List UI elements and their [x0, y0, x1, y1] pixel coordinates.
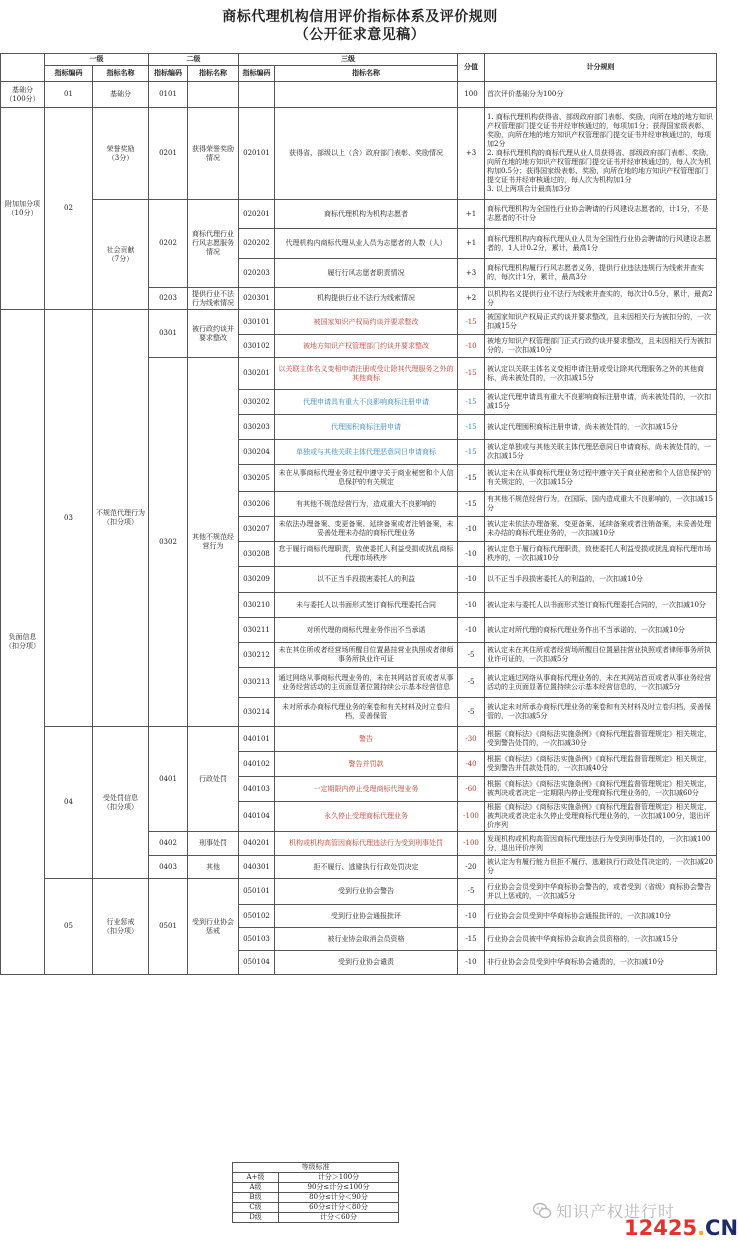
level3-code-cell: 030212 [239, 643, 275, 668]
wechat-logo-icon [532, 1201, 552, 1221]
rule-cell: 以不正当手段损害委托人的利益的，一次扣减10分 [485, 567, 717, 593]
rule-cell: 被国家知识产权局正式约谈并要求整改，且未因相关行为被扣分的，一次扣减15分 [485, 310, 717, 335]
level3-code-cell: 050103 [239, 928, 275, 951]
header-l1-code: 指标编码 [45, 66, 93, 82]
grade-range: 计分＞100分 [279, 1173, 399, 1183]
level3-name-cell: 有其他不规范经营行为，造成重大不良影响的 [275, 492, 458, 517]
level2-name-cell: 提供行业不法行为线索情况 [188, 288, 239, 310]
header-row-levels [1, 54, 717, 66]
level3-code-cell: 030214 [239, 698, 275, 727]
site-logo [624, 1216, 738, 1240]
level3-name-cell: 代理囤积商标注册申请 [275, 415, 458, 440]
rule-cell: 被认定为有履行能力但拒不履行、逃避执行行政处罚决定的，一次扣减20分 [485, 856, 717, 879]
level1-name-cell: 社会贡献 （7分） [93, 200, 149, 310]
site-logo-number: 12425 [624, 1216, 698, 1240]
table-row [1, 108, 717, 200]
level3-code-cell: 020203 [239, 259, 275, 288]
table-row [1, 310, 717, 335]
rule-cell: 根据《商标法》《商标法实施条例》《商标代理监督管理规定》相关规定，受到警告处罚的，一次扣减30分 [485, 727, 717, 752]
header-level1: 一级 [45, 54, 149, 66]
site-logo-dot: . [697, 1216, 706, 1240]
score-cell: -5 [458, 668, 485, 698]
level2-name-cell: 行政处罚 [188, 727, 239, 832]
level2-code-cell: 0402 [149, 832, 188, 856]
level3-name-cell: 单独或与其他关联主体代理恶意同日申请商标 [275, 440, 458, 465]
grade-label: A级 [233, 1183, 279, 1193]
score-cell: -5 [458, 698, 485, 727]
level1-code-cell: 04 [45, 727, 93, 879]
level3-name-cell: 警告 [275, 727, 458, 752]
level1-name-cell: 不规范代理行为 （扣分项） [93, 310, 149, 727]
level3-code-cell: 030101 [239, 310, 275, 335]
grade-range: 90分≤计分≤100分 [279, 1183, 399, 1193]
header-l2-code: 指标编码 [149, 66, 188, 82]
level2-code-cell: 0202 [149, 200, 188, 288]
level3-name-cell: 机构提供行业不法行为线索情况 [275, 288, 458, 310]
rule-cell: 被认定未在从事商标代理业务过程中遵守关于商业秘密和个人信息保护的有关规定的，一次扣减15分 [485, 465, 717, 492]
grade-table-title: 等级标准 [233, 1163, 399, 1173]
level1-code-cell: 03 [45, 310, 93, 727]
rule-cell: 根据《商标法》《商标法实施条例》《商标代理监督管理规定》相关规定，受到警告并罚款处罚的，一次扣减40分 [485, 752, 717, 777]
level2-name-cell: 其他不规范经营行为 [188, 358, 239, 727]
rule-cell: 被地方知识产权管理部门正式行政约谈并要求整改，且未因相关行为被扣分的，一次扣减10分 [485, 335, 717, 358]
header-level2: 二级 [149, 54, 239, 66]
level1-code-cell: 02 [45, 108, 93, 310]
level3-name-cell: 机构或机构高管因商标代理违法行为受到刑事处罚 [275, 832, 458, 856]
header-rule: 计分规则 [485, 54, 717, 82]
score-cell: -15 [458, 415, 485, 440]
level3-code-cell: 050101 [239, 879, 275, 905]
rule-cell: 以机构名义提供行业不法行为线索并查实的，每次计0.5分，累计，最高2分 [485, 288, 717, 310]
category-cell: 负面信息 （扣分项） [1, 310, 45, 975]
rule-cell: 被认定怠于履行商标代理职责，致使委托人利益受损或扰乱商标代理市场秩序的，一次扣减10分 [485, 542, 717, 567]
level2-name-cell: 获得荣誉奖励情况 [188, 108, 239, 200]
level3-name-cell: 受到行业协会谴责 [275, 951, 458, 975]
level1-name-cell: 行业惩戒 （扣分项） [93, 879, 149, 975]
level3-code-cell [239, 82, 275, 108]
rule-cell: 1. 商标代理机构获得省、部级政府部门表彰、奖励，向所在地的地方知识产权管理部门提交证书并经审核通过的，每项加1分；获得国家级表彰、奖励，向所在地的地方知识产权管理部门提交证书并经审核通过的，每项加2分 2. 商标代理机构的商标代理从业人员获得省、部级政府部门表彰、奖励，向所在地的地方知识产权管理部门提交证书并经审核通过的，每人次为机构加0.5分；获得国家级表彰、奖励，向所在地的地方知识产权管理部门提交证书并经审核通过的，每人次为机构加1分 3. 以上两项合计最高加3分 [485, 108, 717, 200]
grade-standard-table [232, 1162, 399, 1223]
header-l3-name: 指标名称 [275, 66, 458, 82]
level3-code-cell: 030207 [239, 517, 275, 542]
level3-code-cell: 040301 [239, 856, 275, 879]
score-cell: -10 [458, 542, 485, 567]
level3-code-cell: 030205 [239, 465, 275, 492]
score-cell: -100 [458, 802, 485, 832]
level2-name-cell: 被行政约谈并要求整改 [188, 310, 239, 358]
category-cell: 附加加分项 （10分） [1, 108, 45, 310]
table-row [1, 200, 717, 229]
level3-name-cell: 被国家知识产权局约谈并要求整改 [275, 310, 458, 335]
score-cell: -15 [458, 492, 485, 517]
level3-code-cell: 030211 [239, 618, 275, 643]
rule-cell: 被认定对所代理的商标代理业务作出不当承诺的，一次扣减10分 [485, 618, 717, 643]
level2-name-cell: 商标代理行业行风志愿服务情况 [188, 200, 239, 288]
score-cell: -15 [458, 928, 485, 951]
score-cell: -10 [458, 567, 485, 593]
level3-name-cell [275, 82, 458, 108]
level2-name-cell: 受到行业协会惩戒 [188, 879, 239, 975]
rule-cell: 根据《商标法》《商标法实施条例》《商标代理监督管理规定》相关规定，被判决或者决定永久停止受理商标代理业务的，一次扣减100分，退出评价序列 [485, 802, 717, 832]
score-cell: -5 [458, 643, 485, 668]
level3-name-cell: 获得省、部级以上（含）政府部门表彰、奖励情况 [275, 108, 458, 200]
rule-cell: 行业协会会员受到中华商标协会通报批评的，一次扣减10分 [485, 905, 717, 928]
level2-code-cell: 0203 [149, 288, 188, 310]
level1-name-cell: 基础分 [93, 82, 149, 108]
rule-cell: 商标代理机构为全国性行业协会聘请的行风建设志愿者的，计1分，不是志愿者的不计分 [485, 200, 717, 229]
score-cell: +3 [458, 259, 485, 288]
level3-name-cell: 永久停止受理商标代理业务 [275, 802, 458, 832]
level3-code-cell: 030102 [239, 335, 275, 358]
level3-name-cell: 通过网络从事商标代理业务的，未在其网站首页或者从事业务经营活动的主页面显著位置持续公示基本经营信息 [275, 668, 458, 698]
header-level3: 三级 [239, 54, 458, 66]
level3-code-cell: 040101 [239, 727, 275, 752]
level3-name-cell: 一定期限内停止受理商标代理业务 [275, 777, 458, 802]
rule-cell: 被认定未对所承办商标代理业务的案卷和有关材料及时立卷归档，妥善保管的，一次扣减5分 [485, 698, 717, 727]
score-cell: +1 [458, 229, 485, 259]
level2-code-cell: 0201 [149, 108, 188, 200]
level3-code-cell: 040102 [239, 752, 275, 777]
level2-code-cell: 0401 [149, 727, 188, 832]
score-cell: -10 [458, 593, 485, 618]
level3-code-cell: 030202 [239, 390, 275, 415]
category-cell: 基础分 （100分） [1, 82, 45, 108]
level1-code-cell: 01 [45, 82, 93, 108]
score-cell: -10 [458, 618, 485, 643]
score-cell: +3 [458, 108, 485, 200]
score-cell: -15 [458, 358, 485, 390]
level3-code-cell: 030206 [239, 492, 275, 517]
level3-code-cell: 030203 [239, 415, 275, 440]
grade-label: C级 [233, 1203, 279, 1213]
level2-code-cell: 0501 [149, 879, 188, 975]
level3-code-cell: 020201 [239, 200, 275, 229]
level2-name-cell: 刑事处罚 [188, 832, 239, 856]
score-cell: -60 [458, 777, 485, 802]
level3-name-cell: 被地方知识产权管理部门约谈并要求整改 [275, 335, 458, 358]
score-cell: -15 [458, 440, 485, 465]
level3-name-cell: 以不正当手段损害委托人的利益 [275, 567, 458, 593]
level3-name-cell: 代理机构内商标代理从业人员为志愿者的人数（人） [275, 229, 458, 259]
header-l3-code: 指标编码 [239, 66, 275, 82]
level3-name-cell: 拒不履行、逃避执行行政处罚决定 [275, 856, 458, 879]
rule-cell: 被认定单独或与其他关联主体代理恶意同日申请商标，尚未被处罚的，一次扣减15分 [485, 440, 717, 465]
level1-code-cell: 05 [45, 879, 93, 975]
rule-cell: 行业协会会员受到中华商标协会警告的，或者受到（省级）商标协会警告并以上惩戒的，一次扣减5分 [485, 879, 717, 905]
score-cell: +2 [458, 288, 485, 310]
score-cell: -5 [458, 879, 485, 905]
level3-code-cell: 030201 [239, 358, 275, 390]
header-blank [1, 54, 45, 82]
rule-cell: 被认定未依法办理备案、变更备案、延续备案或者注销备案，未妥善处理未办结的商标代理业务的，一次扣减10分 [485, 517, 717, 542]
level3-code-cell: 030208 [239, 542, 275, 567]
table-row [1, 82, 717, 108]
level3-code-cell: 030209 [239, 567, 275, 593]
rule-cell: 根据《商标法》《商标法实施条例》《商标代理监督管理规定》相关规定，被判决或者决定一定期限内停止受理商标代理业务的，一次扣减60分 [485, 777, 717, 802]
level3-name-cell: 以关联主体名义变相申请注册或受让除其代理服务之外的其他商标 [275, 358, 458, 390]
level3-code-cell: 040104 [239, 802, 275, 832]
rule-cell: 商标代理机构履行行风志愿者义务，提供行业违法违规行为线索并查实的，每次计1分，累计，最高3分 [485, 259, 717, 288]
indicator-table [0, 53, 717, 975]
header-l1-name: 指标名称 [93, 66, 149, 82]
score-cell: +1 [458, 200, 485, 229]
grade-range: 60分≤计分＜80分 [279, 1203, 399, 1213]
level3-code-cell: 020101 [239, 108, 275, 200]
header-score: 分值 [458, 54, 485, 82]
level2-name-cell: 其他 [188, 856, 239, 879]
level2-code-cell: 0403 [149, 856, 188, 879]
level3-name-cell: 未与委托人以书面形式签订商标代理委托合同 [275, 593, 458, 618]
level3-code-cell: 030210 [239, 593, 275, 618]
level3-name-cell: 受到行业协会警告 [275, 879, 458, 905]
watermark-text: 知识产权进行时 [556, 1202, 676, 1221]
watermark [526, 1198, 738, 1240]
level3-code-cell: 020301 [239, 288, 275, 310]
grade-range: 计分＜60分 [279, 1213, 399, 1223]
header-l2-name: 指标名称 [188, 66, 239, 82]
score-cell: 100 [458, 82, 485, 108]
table-body [1, 82, 717, 975]
level3-code-cell: 030213 [239, 668, 275, 698]
rule-cell: 商标代理机构内商标代理从业人员为全国性行业协会聘请的行风建设志愿者的，1人计0.2分，累计，最高1分 [485, 229, 717, 259]
grade-label: A+级 [233, 1173, 279, 1183]
rule-cell: 被认定未与委托人以书面形式签订商标代理委托合同的，一次扣减10分 [485, 593, 717, 618]
score-cell: -10 [458, 951, 485, 975]
rule-cell: 被认定通过网络从事商标代理业务的，未在其网站首页或者从事业务经营活动的主页面显著位置持续公示基本经营信息的，一次扣减5分 [485, 668, 717, 698]
score-cell: -30 [458, 727, 485, 752]
rule-cell: 首次评价基础分为100分 [485, 82, 717, 108]
rule-cell: 被认定代理囤积商标注册申请，尚未被处罚的，一次扣减15分 [485, 415, 717, 440]
level3-code-cell: 040201 [239, 832, 275, 856]
level3-code-cell: 050102 [239, 905, 275, 928]
level3-name-cell: 未对所承办商标代理业务的案卷和有关材料及时立卷归档，妥善保管 [275, 698, 458, 727]
rule-cell: 发现机构或机构高管因商标代理违法行为受到刑事处罚的，一次扣减100分，退出评价序列 [485, 832, 717, 856]
level3-name-cell: 怠于履行商标代理职责，致使委托人利益受损或扰乱商标代理市场秩序 [275, 542, 458, 567]
rule-cell: 有其他不规范经营行为，在国际、国内造成重大不良影响的，一次扣减15分 [485, 492, 717, 517]
level3-name-cell: 商标代理机构为机构志愿者 [275, 200, 458, 229]
score-cell: -20 [458, 856, 485, 879]
rule-cell: 行业协会会员被中华商标协会取消会员资格的，一次扣减15分 [485, 928, 717, 951]
score-cell: -100 [458, 832, 485, 856]
table-row [1, 727, 717, 752]
rule-cell: 被认定以关联主体名义变相申请注册或受让除其代理服务之外的其他商标，尚未被处罚的，一次扣减15分 [485, 358, 717, 390]
level3-code-cell: 040103 [239, 777, 275, 802]
score-cell: -10 [458, 517, 485, 542]
level3-name-cell: 受到行业协会通报批评 [275, 905, 458, 928]
level3-name-cell: 被行业协会取消会员资格 [275, 928, 458, 951]
level3-name-cell: 代理申请具有重大不良影响商标注册申请 [275, 390, 458, 415]
level3-code-cell: 030204 [239, 440, 275, 465]
level1-name-cell: 受处罚信息 （扣分项） [93, 727, 149, 879]
level3-name-cell: 警告并罚款 [275, 752, 458, 777]
table-row [1, 879, 717, 905]
score-cell: -15 [458, 310, 485, 335]
level3-code-cell: 020202 [239, 229, 275, 259]
score-cell: -15 [458, 390, 485, 415]
level3-name-cell: 未在其住所或者经营场所醒目位置悬挂营业执照或者律师事务所执业许可证 [275, 643, 458, 668]
level3-name-cell: 未依法办理备案、变更备案、延续备案或者注销备案，未妥善处理未办结的商标代理业务 [275, 517, 458, 542]
level3-name-cell: 履行行风志愿者职责情况 [275, 259, 458, 288]
level1-name-cell: 荣誉奖励 （3分） [93, 108, 149, 200]
rule-cell: 非行业协会会员受到中华商标协会谴责的，一次扣减10分 [485, 951, 717, 975]
level2-name-cell [188, 82, 239, 108]
document-title [0, 8, 720, 44]
rule-cell: 被认定代理申请具有重大不良影响商标注册申请，尚未被处罚的，一次扣减15分 [485, 390, 717, 415]
level2-code-cell: 0301 [149, 310, 188, 358]
site-logo-suffix: CN [705, 1216, 738, 1240]
grade-label: D级 [233, 1213, 279, 1223]
level2-code-cell: 0101 [149, 82, 188, 108]
rule-cell: 被认定未在其住所或者经营场所醒目位置悬挂营业执照或者律师事务所执业许可证的，一次扣减5分 [485, 643, 717, 668]
level3-name-cell: 对所代理的商标代理业务作出不当承诺 [275, 618, 458, 643]
score-cell: -15 [458, 465, 485, 492]
score-cell: -10 [458, 335, 485, 358]
grade-range: 80分≤计分＜90分 [279, 1193, 399, 1203]
level2-code-cell: 0302 [149, 358, 188, 727]
score-cell: -40 [458, 752, 485, 777]
grade-label: B级 [233, 1193, 279, 1203]
main-title: 商标代理机构信用评价指标体系及评价规则 [222, 9, 498, 25]
subtitle: （公开征求意见稿） [294, 27, 426, 43]
level3-name-cell: 未在从事商标代理业务过程中遵守关于商业秘密和个人信息保护的有关规定 [275, 465, 458, 492]
level3-code-cell: 050104 [239, 951, 275, 975]
score-cell: -10 [458, 905, 485, 928]
